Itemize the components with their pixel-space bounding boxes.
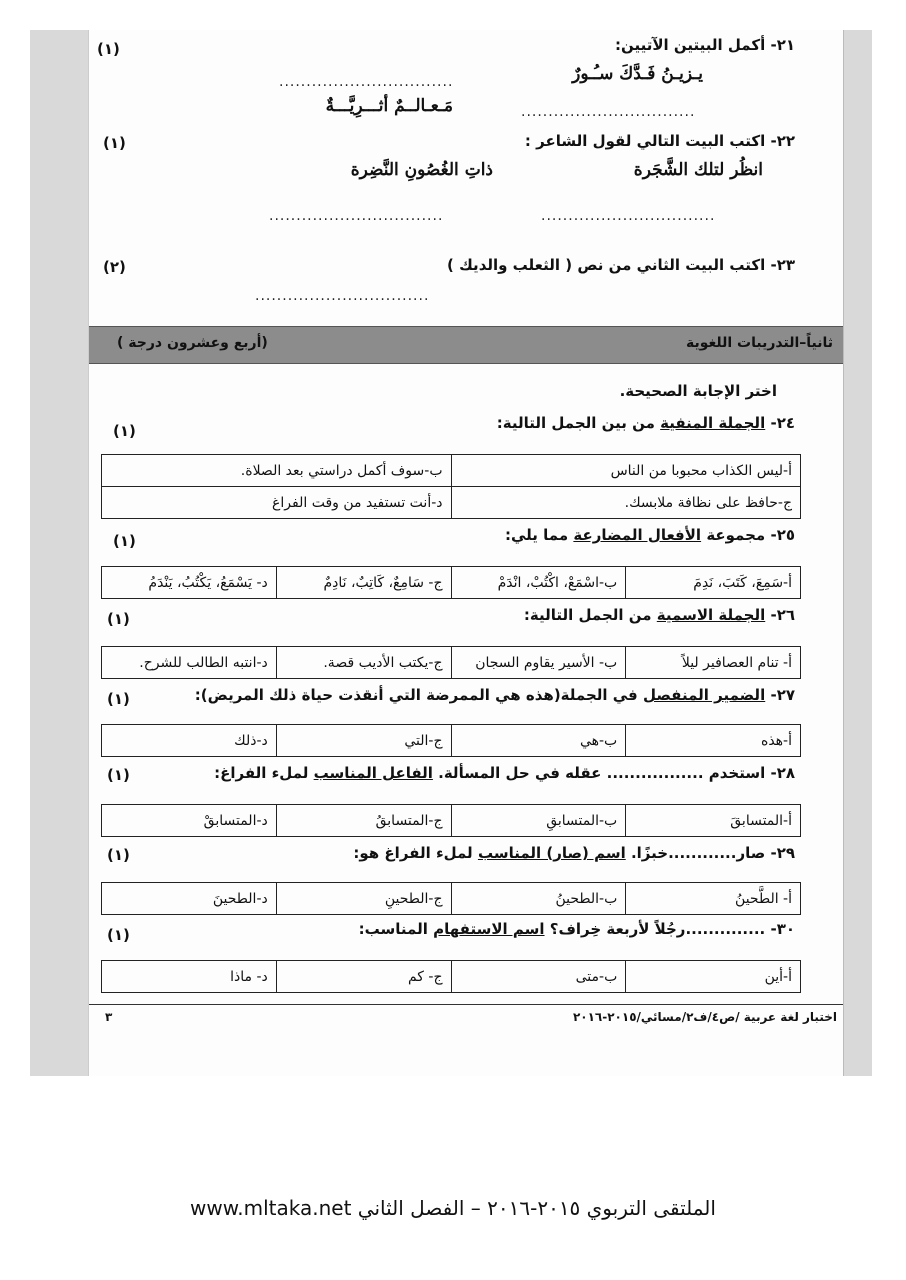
q25-mark: (١) <box>113 532 136 550</box>
q29-prompt <box>353 844 795 862</box>
q25-keyword: الأفعال المضارعة <box>573 526 702 544</box>
q30-option-b[interactable]: ب-متى <box>451 961 626 993</box>
q26-prompt <box>524 606 795 624</box>
q24-option-c[interactable]: ج-حافظ على نظافة ملابسك. <box>451 487 801 519</box>
q27-number: ٢٧- <box>770 686 795 704</box>
q28-text: لملء الفراغ: <box>214 764 309 782</box>
q26-option-a[interactable]: أ- تنام العصافير ليلاً <box>626 647 801 679</box>
q24-prompt <box>497 414 795 432</box>
q21-prompt <box>615 36 795 54</box>
q29-text-pre: صار............خبزًا. <box>630 844 766 862</box>
q28-mark: (١) <box>107 766 130 784</box>
q27-prompt <box>195 686 795 704</box>
q23-mark: (٢) <box>103 258 126 276</box>
q22-text: اكتب البيت التالي لقول الشاعر : <box>524 132 766 150</box>
q24-keyword: الجملة المنفية <box>660 414 766 432</box>
q29-option-b[interactable]: ب-الطحينُ <box>451 883 626 915</box>
q27-keyword: الضمير المنفصل <box>643 686 766 704</box>
q26-option-c[interactable]: ج-يكتب الأديب قصة. <box>276 647 451 679</box>
q26-mark: (١) <box>107 610 130 628</box>
q26-text: من الجمل التالية: <box>523 606 652 624</box>
q29-option-d[interactable]: د-الطحينَ <box>102 883 277 915</box>
q30-option-a[interactable]: أ-أين <box>626 961 801 993</box>
q21-blank-1[interactable]: ................................ <box>279 74 454 90</box>
q28-option-c[interactable]: ج-المتسابقُ <box>276 805 451 837</box>
q26-option-d[interactable]: د-انتبه الطالب للشرح. <box>102 647 277 679</box>
q24-text: من بين الجمل التالية: <box>496 414 655 432</box>
footer-divider <box>89 1004 843 1005</box>
q21-mark: (١) <box>97 40 120 58</box>
q26-options <box>101 646 801 679</box>
q26-option-b[interactable]: ب- الأسير يقاوم السجان <box>451 647 626 679</box>
q27-text: في الجملة(هذه هي الممرضة التي أنقذت حياة ذلك المريض): <box>194 686 638 704</box>
q24-option-a[interactable]: أ-ليس الكذاب محبوبا من الناس <box>451 455 801 487</box>
q29-option-a[interactable]: أ- الطَّحينُ <box>626 883 801 915</box>
section-points: ( أربع وعشرون درجة) <box>117 335 268 351</box>
q22-number: ٢٢- <box>770 132 795 150</box>
q27-options <box>101 724 801 757</box>
scanned-sheet <box>30 30 872 1076</box>
page-number: ٣ <box>105 1010 113 1024</box>
q30-number: ٣٠- <box>770 920 795 938</box>
q24-option-d[interactable]: د-أنت تستفيد من وقت الفراغ <box>102 487 452 519</box>
q29-text: لملء الفراغ هو: <box>353 844 473 862</box>
q21-blank-2[interactable]: ................................ <box>521 104 696 120</box>
q27-option-b[interactable]: ب-هي <box>451 725 626 757</box>
q23-blank[interactable]: ................................ <box>255 288 430 304</box>
q21-verse-1: يـزيـنُ فَـدَّكَ سـُـورٌ <box>572 64 703 84</box>
q21-number: ٢١- <box>770 36 795 54</box>
section-banner <box>89 326 843 364</box>
q28-keyword: الفاعل المناسب <box>313 764 433 782</box>
q26-number: ٢٦- <box>770 606 795 624</box>
q25-text: مما يلي: <box>505 526 569 544</box>
q29-options <box>101 882 801 915</box>
q26-keyword: الجملة الاسمية <box>656 606 766 624</box>
instruction-text: اختر الإجابة الصحيحة. <box>619 382 777 400</box>
q28-prompt <box>214 764 795 782</box>
q23-prompt <box>447 256 795 274</box>
q24-option-b[interactable]: ب-سوف أكمل دراستي بعد الصلاة. <box>102 455 452 487</box>
q22-blank-2[interactable]: ................................ <box>269 208 444 224</box>
q21-verse-2: مَـعـالــمٌ أثـــرِيَّـــةٌ <box>325 96 453 116</box>
q29-keyword: اسم (صار) المناسب <box>477 844 626 862</box>
q28-options <box>101 804 801 837</box>
q22-blank-1[interactable]: ................................ <box>541 208 716 224</box>
q22-verse-left: ذاتِ الغُصُونِ النَّضِرة <box>350 160 493 180</box>
q27-mark: (١) <box>107 690 130 708</box>
q25-option-a[interactable]: أ-سَمِعَ، كَتَبَ، نَدِمَ <box>626 567 801 599</box>
q23-text: اكتب البيت الثاني من نص ( الثعلب والديك ) <box>447 256 766 274</box>
q30-mark: (١) <box>107 926 130 944</box>
q25-number: ٢٥- <box>770 526 795 544</box>
q30-text-pre: ..............رجُلاً لأربعة خِراف؟ <box>549 920 766 938</box>
q29-option-c[interactable]: ج-الطحينِ <box>276 883 451 915</box>
q30-options <box>101 960 801 993</box>
q22-prompt <box>525 132 795 150</box>
q25-option-d[interactable]: د- يَسْمَعُ، يَكْتُبُ، يَنْدَمُ <box>102 567 277 599</box>
q30-keyword: اسم الاستفهام <box>433 920 545 938</box>
q23-number: ٢٣- <box>770 256 795 274</box>
q28-number: ٢٨- <box>770 764 795 782</box>
q27-option-d[interactable]: د-ذلك <box>102 725 277 757</box>
q24-mark: (١) <box>113 422 136 440</box>
q25-option-c[interactable]: ج- سَامِعٌ، كَاتِبٌ، نَادِمٌ <box>276 567 451 599</box>
q27-option-a[interactable]: أ-هذه <box>626 725 801 757</box>
q24-options <box>101 454 801 519</box>
q25-option-b[interactable]: ب-اسْمَعْ، اكْتُبْ، انْدَمْ <box>451 567 626 599</box>
exam-page <box>88 30 844 1076</box>
q30-prompt <box>359 920 795 938</box>
q30-text: المناسب: <box>358 920 428 938</box>
q29-mark: (١) <box>107 846 130 864</box>
q27-option-c[interactable]: ج-التي <box>276 725 451 757</box>
q28-option-b[interactable]: ب-المتسابقِ <box>451 805 626 837</box>
section-title: ثانياً–التدريبات اللغوية <box>685 335 833 351</box>
q30-option-c[interactable]: ج- كم <box>276 961 451 993</box>
q21-text: أكمل البيتين الآتيين: <box>615 36 766 54</box>
q28-option-a[interactable]: أ-المتسابقَ <box>626 805 801 837</box>
q25-options <box>101 566 801 599</box>
q30-option-d[interactable]: د- ماذا <box>102 961 277 993</box>
q24-number: ٢٤- <box>770 414 795 432</box>
q22-mark: (١) <box>103 134 126 152</box>
q29-number: ٢٩- <box>770 844 795 862</box>
footer-text: اختبار لغة عربية /ص٤/ف٢/مسائي/٢٠١٥-٢٠١٦ <box>572 1010 837 1024</box>
site-credit: الملتقى التربوي ٢٠١٥-٢٠١٦ – الفصل الثاني www.mltaka.net <box>190 1196 716 1220</box>
q28-option-d[interactable]: د-المتسابقْ <box>102 805 277 837</box>
q25-prompt <box>505 526 795 544</box>
q25-text-pre: مجموعة <box>706 526 766 544</box>
q22-verse-right: انظُر لتلك الشَّجَرة <box>633 160 763 180</box>
q28-text-pre: استخدم ................. عقله في حل المسألة. <box>438 764 766 782</box>
